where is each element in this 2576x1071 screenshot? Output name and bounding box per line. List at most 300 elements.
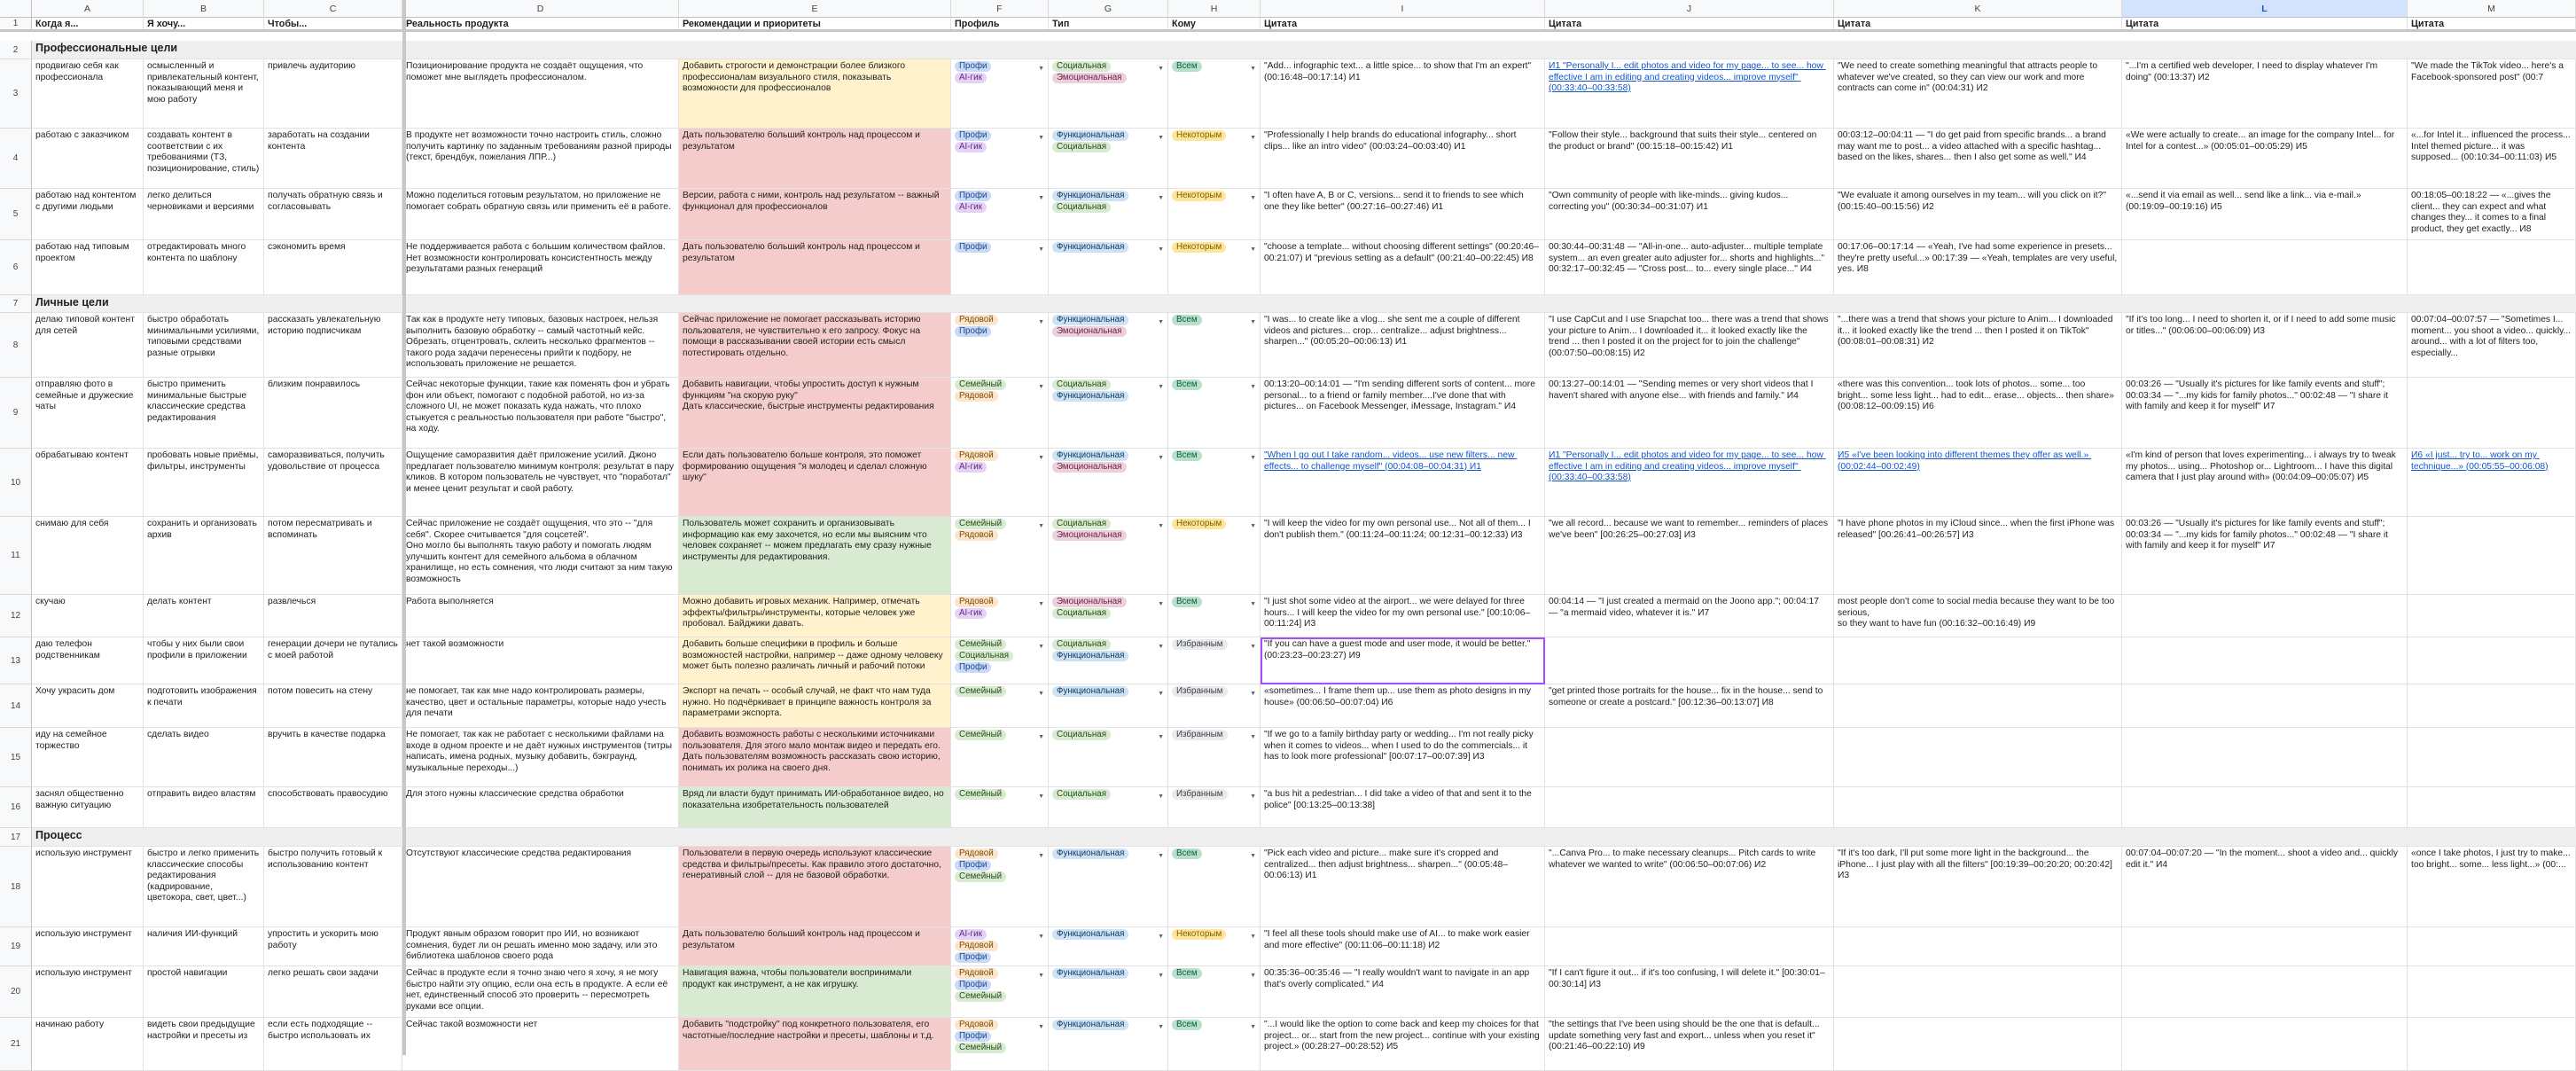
tag-chip[interactable]: Рядовой [955,1020,998,1030]
cell-d15[interactable] [402,728,679,787]
row-header-14[interactable]: 14 [0,684,32,728]
cell-f5[interactable] [951,189,1049,240]
column-header-g[interactable]: G [1049,0,1168,18]
cell-h9[interactable] [1168,378,1261,449]
cell-l10[interactable] [2122,449,2408,517]
cell-m3[interactable] [2408,59,2576,129]
cell-f15[interactable] [951,728,1049,787]
chevron-down-icon[interactable]: ▼ [1158,1024,1164,1030]
cell-j21[interactable] [1545,1018,1834,1071]
chevron-down-icon[interactable]: ▼ [1158,934,1164,940]
cell-c19[interactable] [264,927,402,966]
chevron-down-icon[interactable]: ▼ [1250,934,1256,940]
tag-chip[interactable]: Рядовой [955,941,998,951]
cell-l18[interactable] [2122,847,2408,927]
tag-chip[interactable]: Семейный [955,379,1006,390]
tag-chip[interactable]: Всем [1172,450,1202,461]
chevron-down-icon[interactable]: ▼ [1158,195,1164,201]
cell-b13[interactable] [144,637,264,684]
cell-a4[interactable] [32,129,144,189]
cell-j5[interactable] [1545,189,1834,240]
cell-k3[interactable] [1834,59,2122,129]
cell-f18[interactable] [951,847,1049,927]
chevron-down-icon[interactable]: ▼ [1158,601,1164,607]
tag-chip[interactable]: Эмоциональная [1052,326,1127,337]
cell-d10[interactable] [402,449,679,517]
tag-chip[interactable]: Профи [955,860,991,871]
cell-d14[interactable] [402,684,679,728]
tag-chip[interactable]: Некоторым [1172,130,1226,141]
tag-chip[interactable]: Эмоциональная [1052,597,1127,607]
chevron-down-icon[interactable]: ▼ [1158,135,1164,141]
chevron-down-icon[interactable]: ▼ [1158,853,1164,859]
cell-f14[interactable] [951,684,1049,728]
cell-e8[interactable] [679,313,951,378]
chevron-down-icon[interactable]: ▼ [1038,934,1044,940]
column-header-m[interactable]: M [2408,0,2576,18]
cell-j13[interactable] [1545,637,1834,684]
cell-a21[interactable] [32,1018,144,1071]
cell-e6[interactable] [679,240,951,295]
row-header-19[interactable]: 19 [0,927,32,966]
tag-chip[interactable]: Функциональная [1052,315,1128,325]
cell-a11[interactable] [32,517,144,595]
section-title[interactable]: Процесс [32,828,386,847]
cell-i4[interactable] [1261,129,1545,189]
cell-c10[interactable] [264,449,402,517]
cell-g4[interactable] [1049,129,1168,189]
tag-chip[interactable]: Социальная [1052,61,1111,72]
cell-g11[interactable] [1049,517,1168,595]
section-title[interactable]: Профессиональные цели [32,41,386,59]
row-header-12[interactable]: 12 [0,595,32,637]
header-cell-d[interactable]: Реальность продукта [402,18,679,30]
cell-a3[interactable] [32,59,144,129]
cell-g13[interactable] [1049,637,1168,684]
chevron-down-icon[interactable]: ▼ [1038,195,1044,201]
row-header-8[interactable]: 8 [0,313,32,378]
header-cell-a[interactable]: Когда я... [32,18,144,30]
tag-chip[interactable]: Эмоциональная [1052,530,1127,541]
cell-b19[interactable] [144,927,264,966]
cell-c20[interactable] [264,966,402,1018]
cell-a19[interactable] [32,927,144,966]
row-header-17[interactable]: 17 [0,828,32,847]
cell-h13[interactable] [1168,637,1261,684]
cell-l13[interactable] [2122,637,2408,684]
tag-chip[interactable]: Профи [955,662,991,673]
cell-c13[interactable] [264,637,402,684]
tag-chip[interactable]: Профи [955,191,991,201]
cell-j19[interactable] [1545,927,1834,966]
chevron-down-icon[interactable]: ▼ [1158,691,1164,697]
cell-a14[interactable] [32,684,144,728]
cell-e21[interactable] [679,1018,951,1071]
tag-chip[interactable]: Функциональная [1052,651,1128,661]
cell-b15[interactable] [144,728,264,787]
tag-chip[interactable]: Функциональная [1052,968,1128,979]
cell-a13[interactable] [32,637,144,684]
cell-d16[interactable] [402,787,679,828]
cell-g12[interactable] [1049,595,1168,637]
cell-j10[interactable] [1545,449,1834,517]
cell-e19[interactable] [679,927,951,966]
cell-b20[interactable] [144,966,264,1018]
chevron-down-icon[interactable]: ▼ [1250,644,1256,650]
cell-e5[interactable] [679,189,951,240]
cell-b14[interactable] [144,684,264,728]
cell-h6[interactable] [1168,240,1261,295]
tag-chip[interactable]: Социальная [1052,789,1111,800]
cell-m11[interactable] [2408,517,2576,595]
row-header-4[interactable]: 4 [0,129,32,189]
cell-e10[interactable] [679,449,951,517]
cell-g10[interactable] [1049,449,1168,517]
cell-h5[interactable] [1168,189,1261,240]
cell-l11[interactable] [2122,517,2408,595]
cell-j9[interactable] [1545,378,1834,449]
cell-i8[interactable] [1261,313,1545,378]
cell-i21[interactable] [1261,1018,1545,1071]
cell-i10[interactable] [1261,449,1545,517]
header-cell-e[interactable]: Рекомендации и приоритеты [679,18,951,30]
cell-d8[interactable] [402,313,679,378]
row-header-21[interactable]: 21 [0,1018,32,1071]
chevron-down-icon[interactable]: ▼ [1158,523,1164,529]
cell-k19[interactable] [1834,927,2122,966]
cell-h10[interactable] [1168,449,1261,517]
chevron-down-icon[interactable]: ▼ [1038,384,1044,390]
tag-chip[interactable]: Семейный [955,686,1006,697]
cell-k9[interactable] [1834,378,2122,449]
cell-a9[interactable] [32,378,144,449]
cell-k18[interactable] [1834,847,2122,927]
cell-g8[interactable] [1049,313,1168,378]
cell-m6[interactable] [2408,240,2576,295]
cell-d4[interactable] [402,129,679,189]
cell-e16[interactable] [679,787,951,828]
tag-chip[interactable]: Профи [955,952,991,963]
cell-m20[interactable] [2408,966,2576,1018]
cell-j4[interactable] [1545,129,1834,189]
cell-l20[interactable] [2122,966,2408,1018]
cell-m5[interactable] [2408,189,2576,240]
chevron-down-icon[interactable]: ▼ [1038,601,1044,607]
chevron-down-icon[interactable]: ▼ [1158,455,1164,461]
tag-chip[interactable]: AI-гик [955,929,987,940]
cell-h20[interactable] [1168,966,1261,1018]
cell-e18[interactable] [679,847,951,927]
column-header-b[interactable]: B [144,0,264,18]
cell-l5[interactable] [2122,189,2408,240]
row-header-11[interactable]: 11 [0,517,32,595]
cell-j15[interactable] [1545,728,1834,787]
cell-f3[interactable] [951,59,1049,129]
tag-chip[interactable]: Функциональная [1052,686,1128,697]
chevron-down-icon[interactable]: ▼ [1250,319,1256,325]
cell-e12[interactable] [679,595,951,637]
tag-chip[interactable]: Некоторым [1172,242,1226,253]
cell-k5[interactable] [1834,189,2122,240]
tag-chip[interactable]: Семейный [955,872,1006,882]
cell-k15[interactable] [1834,728,2122,787]
tag-chip[interactable]: Избранным [1172,730,1228,740]
cell-g20[interactable] [1049,966,1168,1018]
tag-chip[interactable]: Функциональная [1052,1020,1128,1030]
tag-chip[interactable]: Социальная [955,651,1013,661]
chevron-down-icon[interactable]: ▼ [1250,734,1256,740]
tag-chip[interactable]: Профи [955,980,991,990]
chevron-down-icon[interactable]: ▼ [1038,455,1044,461]
cell-h12[interactable] [1168,595,1261,637]
cell-m10[interactable] [2408,449,2576,517]
cell-g21[interactable] [1049,1018,1168,1071]
cell-e13[interactable] [679,637,951,684]
cell-g3[interactable] [1049,59,1168,129]
tag-chip[interactable]: Функциональная [1052,191,1128,201]
tag-chip[interactable]: Функциональная [1052,130,1128,141]
cell-g15[interactable] [1049,728,1168,787]
chevron-down-icon[interactable]: ▼ [1158,793,1164,800]
cell-b11[interactable] [144,517,264,595]
cell-c9[interactable] [264,378,402,449]
chevron-down-icon[interactable]: ▼ [1038,793,1044,800]
freeze-row-divider[interactable] [0,29,2576,32]
cell-h16[interactable] [1168,787,1261,828]
cell-j11[interactable] [1545,517,1834,595]
column-header-h[interactable]: H [1168,0,1261,18]
row-header-6[interactable]: 6 [0,240,32,295]
cell-c8[interactable] [264,313,402,378]
column-header-d[interactable]: D [402,0,679,18]
chevron-down-icon[interactable]: ▼ [1038,246,1044,253]
chevron-down-icon[interactable]: ▼ [1038,135,1044,141]
cell-d6[interactable] [402,240,679,295]
header-cell-k[interactable]: Цитата [1834,18,2122,30]
cell-m12[interactable] [2408,595,2576,637]
cell-c12[interactable] [264,595,402,637]
chevron-down-icon[interactable]: ▼ [1158,734,1164,740]
tag-chip[interactable]: Избранным [1172,639,1228,650]
cell-l21[interactable] [2122,1018,2408,1071]
column-header-k[interactable]: K [1834,0,2122,18]
header-cell-h[interactable]: Кому [1168,18,1261,30]
column-header-i[interactable]: I [1261,0,1545,18]
chevron-down-icon[interactable]: ▼ [1250,793,1256,800]
cell-g5[interactable] [1049,189,1168,240]
cell-b5[interactable] [144,189,264,240]
tag-chip[interactable]: Социальная [1052,202,1111,213]
section-title[interactable]: Личные цели [32,295,386,313]
row-header-9[interactable]: 9 [0,378,32,449]
header-cell-f[interactable]: Профиль [951,18,1049,30]
cell-e11[interactable] [679,517,951,595]
header-cell-c[interactable]: Чтобы... [264,18,402,30]
tag-chip[interactable]: Эмоциональная [1052,462,1127,473]
cell-m15[interactable] [2408,728,2576,787]
row-header-18[interactable]: 18 [0,847,32,927]
cell-k12[interactable] [1834,595,2122,637]
tag-chip[interactable]: Всем [1172,968,1202,979]
tag-chip[interactable]: AI-гик [955,608,987,619]
tag-chip[interactable]: Семейный [955,991,1006,1002]
tag-chip[interactable]: Некоторым [1172,191,1226,201]
chevron-down-icon[interactable]: ▼ [1250,455,1256,461]
cell-a12[interactable] [32,595,144,637]
cell-j18[interactable] [1545,847,1834,927]
cell-f20[interactable] [951,966,1049,1018]
cell-l6[interactable] [2122,240,2408,295]
cell-c16[interactable] [264,787,402,828]
freeze-column-divider[interactable] [402,0,406,1055]
cell-a10[interactable] [32,449,144,517]
tag-chip[interactable]: Всем [1172,597,1202,607]
cell-k11[interactable] [1834,517,2122,595]
chevron-down-icon[interactable]: ▼ [1250,135,1256,141]
header-cell-m[interactable]: Цитата [2408,18,2576,30]
cell-h19[interactable] [1168,927,1261,966]
tag-chip[interactable]: Профи [955,61,991,72]
cell-i16[interactable] [1261,787,1545,828]
cell-e9[interactable] [679,378,951,449]
cell-m14[interactable] [2408,684,2576,728]
cell-d3[interactable] [402,59,679,129]
cell-h4[interactable] [1168,129,1261,189]
cell-a20[interactable] [32,966,144,1018]
cell-j6[interactable] [1545,240,1834,295]
chevron-down-icon[interactable]: ▼ [1250,195,1256,201]
cell-d12[interactable] [402,595,679,637]
chevron-down-icon[interactable]: ▼ [1250,1024,1256,1030]
cell-h11[interactable] [1168,517,1261,595]
chevron-down-icon[interactable]: ▼ [1038,853,1044,859]
row-header-2[interactable]: 2 [0,41,32,59]
cell-i3[interactable] [1261,59,1545,129]
cell-a5[interactable] [32,189,144,240]
cell-a16[interactable] [32,787,144,828]
cell-m8[interactable] [2408,313,2576,378]
chevron-down-icon[interactable]: ▼ [1038,66,1044,72]
tag-chip[interactable]: Социальная [1052,142,1111,152]
cell-k10[interactable] [1834,449,2122,517]
tag-chip[interactable]: Функциональная [1052,848,1128,859]
cell-k14[interactable] [1834,684,2122,728]
cell-l19[interactable] [2122,927,2408,966]
cell-f19[interactable] [951,927,1049,966]
cell-j3[interactable] [1545,59,1834,129]
cell-j16[interactable] [1545,787,1834,828]
tag-chip[interactable]: Семейный [955,639,1006,650]
cell-f8[interactable] [951,313,1049,378]
column-header-j[interactable]: J [1545,0,1834,18]
cell-i19[interactable] [1261,927,1545,966]
cell-c6[interactable] [264,240,402,295]
cell-b8[interactable] [144,313,264,378]
tag-chip[interactable]: Рядовой [955,391,998,402]
chevron-down-icon[interactable]: ▼ [1158,644,1164,650]
cell-j8[interactable] [1545,313,1834,378]
tag-chip[interactable]: Рядовой [955,968,998,979]
tag-chip[interactable]: Всем [1172,61,1202,72]
cell-m13[interactable] [2408,637,2576,684]
row-header-20[interactable]: 20 [0,966,32,1018]
cell-i9[interactable] [1261,378,1545,449]
cell-l16[interactable] [2122,787,2408,828]
tag-chip[interactable]: AI-гик [955,73,987,83]
tag-chip[interactable]: Избранным [1172,686,1228,697]
cell-k8[interactable] [1834,313,2122,378]
row-header-1[interactable]: 1 [0,18,32,30]
tag-chip[interactable]: Семейный [955,789,1006,800]
header-cell-j[interactable]: Цитата [1545,18,1834,30]
chevron-down-icon[interactable]: ▼ [1250,973,1256,979]
cell-d11[interactable] [402,517,679,595]
tag-chip[interactable]: AI-гик [955,202,987,213]
cell-b18[interactable] [144,847,264,927]
cell-k13[interactable] [1834,637,2122,684]
cell-k20[interactable] [1834,966,2122,1018]
cell-j12[interactable] [1545,595,1834,637]
cell-d13[interactable] [402,637,679,684]
cell-m18[interactable] [2408,847,2576,927]
row-header-15[interactable]: 15 [0,728,32,787]
chevron-down-icon[interactable]: ▼ [1038,523,1044,529]
tag-chip[interactable]: Семейный [955,730,1006,740]
cell-i15[interactable] [1261,728,1545,787]
row-header-10[interactable]: 10 [0,449,32,517]
cell-g18[interactable] [1049,847,1168,927]
tag-chip[interactable]: Профи [955,130,991,141]
cell-h15[interactable] [1168,728,1261,787]
tag-chip[interactable]: Избранным [1172,789,1228,800]
chevron-down-icon[interactable]: ▼ [1158,319,1164,325]
cell-h18[interactable] [1168,847,1261,927]
tag-chip[interactable]: AI-гик [955,142,987,152]
cell-i11[interactable] [1261,517,1545,595]
chevron-down-icon[interactable]: ▼ [1250,523,1256,529]
cell-k16[interactable] [1834,787,2122,828]
cell-b21[interactable] [144,1018,264,1071]
cell-c3[interactable] [264,59,402,129]
cell-c21[interactable] [264,1018,402,1071]
tag-chip[interactable]: Рядовой [955,450,998,461]
cell-m4[interactable] [2408,129,2576,189]
chevron-down-icon[interactable]: ▼ [1158,246,1164,253]
cell-m9[interactable] [2408,378,2576,449]
tag-chip[interactable]: Рядовой [955,315,998,325]
cell-i12[interactable] [1261,595,1545,637]
cell-b9[interactable] [144,378,264,449]
cell-b16[interactable] [144,787,264,828]
tag-chip[interactable]: Семейный [955,519,1006,529]
row-header-7[interactable]: 7 [0,295,32,313]
cell-c15[interactable] [264,728,402,787]
cell-c14[interactable] [264,684,402,728]
cell-e14[interactable] [679,684,951,728]
chevron-down-icon[interactable]: ▼ [1158,973,1164,979]
tag-chip[interactable]: Некоторым [1172,519,1226,529]
chevron-down-icon[interactable]: ▼ [1250,601,1256,607]
header-cell-g[interactable]: Тип [1049,18,1168,30]
cell-h8[interactable] [1168,313,1261,378]
cell-j14[interactable] [1545,684,1834,728]
cell-a18[interactable] [32,847,144,927]
header-cell-i[interactable]: Цитата [1261,18,1545,30]
cell-e20[interactable] [679,966,951,1018]
tag-chip[interactable]: Социальная [1052,379,1111,390]
cell-b3[interactable] [144,59,264,129]
cell-m16[interactable] [2408,787,2576,828]
